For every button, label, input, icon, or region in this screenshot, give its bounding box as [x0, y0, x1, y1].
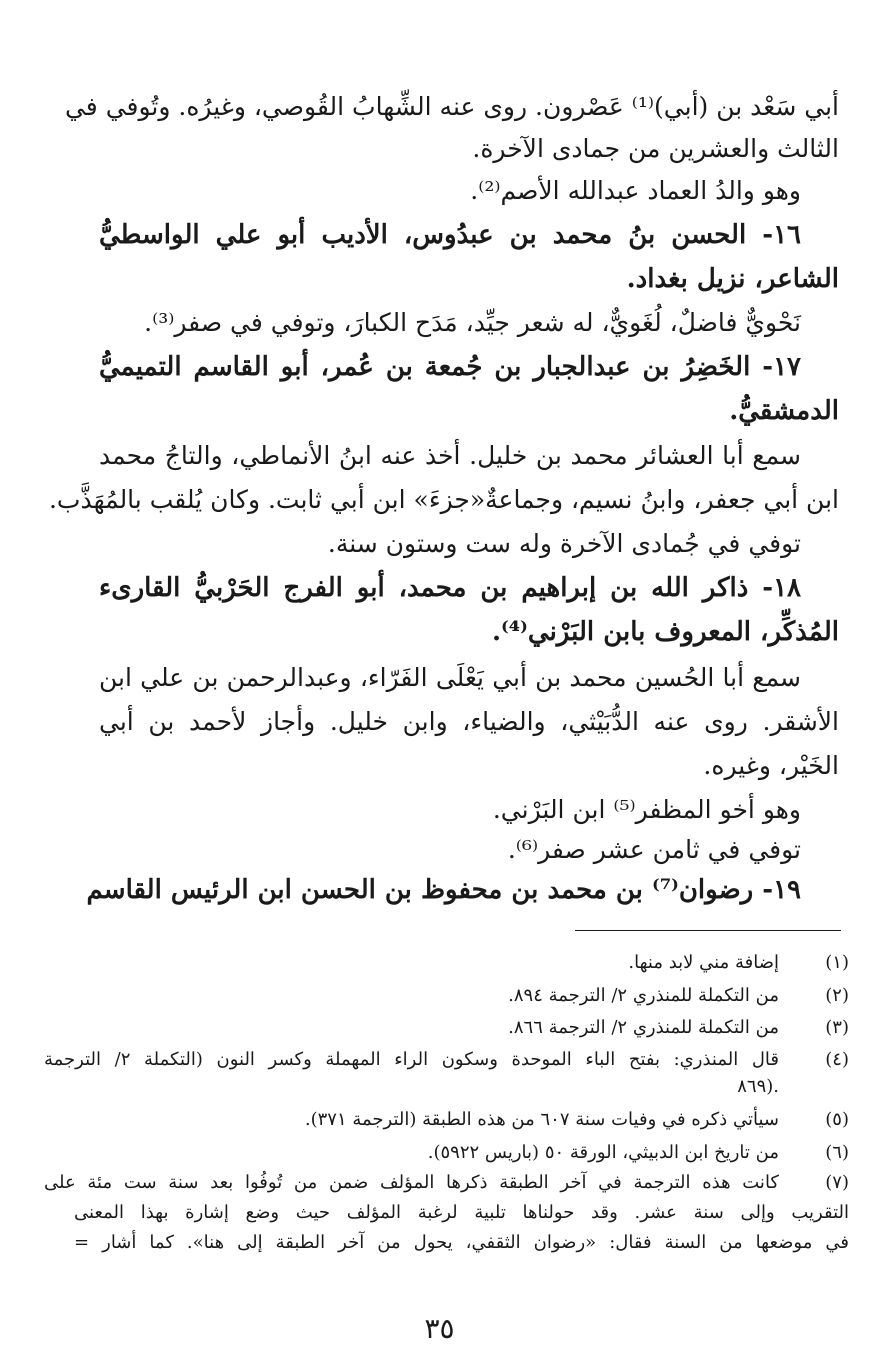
footnote-text: من تاريخ ابن الدبيثي، الورقة ٥٠ (باريس ٥٩٢٢).	[427, 1142, 779, 1163]
body-line-5: سمع أبا العشائر محمد بن خليل. أخذ عنه ابنُ الأنماطي، والتاجُ محمد	[99, 441, 801, 470]
footnote-text: من التكملة للمنذري ٢/ الترجمة ٨٩٤.	[508, 985, 779, 1006]
footnote-number: (٢)	[825, 985, 849, 1006]
entry-16-heading: ١٦- الحسن بنُ محمد بن عبدُوس، الأديب أبو علي الواسطيُّ	[99, 220, 801, 250]
body-line-12: توفي في ثامن عشر صفر⁽⁶⁾.	[507, 835, 801, 864]
footnote-separator	[575, 930, 841, 931]
entry-19-heading: ١٩- رضوان⁽⁷⁾ بن محمد بن محفوظ بن الحسن ابن الرئيس القاسم	[86, 875, 801, 905]
body-line-4: نَحْويٌّ فاضلٌ، لُغَويٌّ، له شعر جيِّد، مَدَح الكبارَ، وتوفي في صفر⁽³⁾.	[144, 308, 801, 337]
entry-18-heading: ١٨- ذاكر الله بن إبراهيم بن محمد، أبو الفرج الحَرْبيُّ القارىء	[99, 573, 801, 603]
footnote-text: كانت هذه الترجمة في آخر الطبقة ذكرها المؤلف ضمن من تُوفُوا بعد سنة ست مئة على	[44, 1172, 779, 1193]
footnote-text: قال المنذري: بفتح الباء الموحدة وسكون الراء المهملة وكسر النون (التكملة ٢/ الترجمة	[44, 1049, 779, 1070]
body-line-1: أبي سَعْد بن (أبي)⁽¹⁾ عَصْرون. روى عنه الشِّهابُ القُوصي، وغيرُه. وتُوفي في	[64, 92, 839, 121]
footnote-7-continuation-1: التقريب وإلى سنة عشر. وقد حولناها تلبية لرغبة المؤلف حيث وضع إشارة بهذا المعنى	[74, 1202, 849, 1223]
body-line-10: الخَيْر، وغيره.	[703, 751, 839, 780]
footnote-text: من التكملة للمنذري ٢/ الترجمة ٨٦٦.	[508, 1017, 779, 1038]
footnote-number: (٣)	[825, 1017, 849, 1038]
entry-16-heading-cont: الشاعر، نزيل بغداد.	[626, 264, 839, 294]
body-line-6: ابن أبي جعفر، وابنُ نسيم، وجماعةٌ«جزءَ» ابن أبي ثابت. وكان يُلقب بالمُهَذَّب.	[48, 485, 839, 514]
entry-18-heading-cont: المُذكِّر، المعروف بابن البَرْني⁽⁴⁾.	[491, 617, 839, 647]
footnote-text: إضافة مني لابد منها.	[628, 952, 779, 973]
body-line-8: سمع أبا الحُسين محمد بن أبي يَعْلَى الفَرّاء، وعبدالرحمن بن علي ابن	[99, 663, 801, 692]
entry-17-heading-cont: الدمشقيُّ.	[729, 396, 839, 426]
footnote-number: (٤)	[825, 1049, 849, 1070]
page-number: ٣٥	[424, 1312, 455, 1345]
body-line-9: الأشقر. روى عنه الدُّبَيْثي، والضياء، وابن خليل. وأجاز لأحمد بن أبي	[99, 707, 839, 736]
footnote-text: سيأتي ذكره في وفيات سنة ٦٠٧ من هذه الطبقة (الترجمة ٣٧١).	[304, 1109, 779, 1130]
body-line-7: توفي في جُمادى الآخرة وله ست وستون سنة.	[327, 529, 801, 558]
footnote-number: (٥)	[825, 1109, 849, 1130]
footnote-number: (٧)	[825, 1172, 849, 1193]
body-line-11: وهو أخو المظفر⁽⁵⁾ ابن البَرْني.	[492, 795, 801, 824]
body-line-3: وهو والدُ العماد عبدالله الأصم⁽²⁾.	[470, 176, 801, 205]
footnote-number: (٦)	[825, 1142, 849, 1163]
body-line-2: الثالث والعشرين من جمادى الآخرة.	[472, 134, 839, 163]
footnote-4-continuation: ٨٦٩).	[737, 1076, 779, 1097]
entry-17-heading: ١٧- الخَضِرُ بن عبدالجبار بن جُمعة بن عُمر، أبو القاسم التميميُّ	[99, 352, 801, 382]
footnote-7-continuation-2: في موضعها من السنة فقال: «رضوان الثقفي، يحول من آخر الطبقة إلى هنا». كما أشار =	[74, 1232, 849, 1253]
footnote-number: (١)	[825, 952, 849, 973]
